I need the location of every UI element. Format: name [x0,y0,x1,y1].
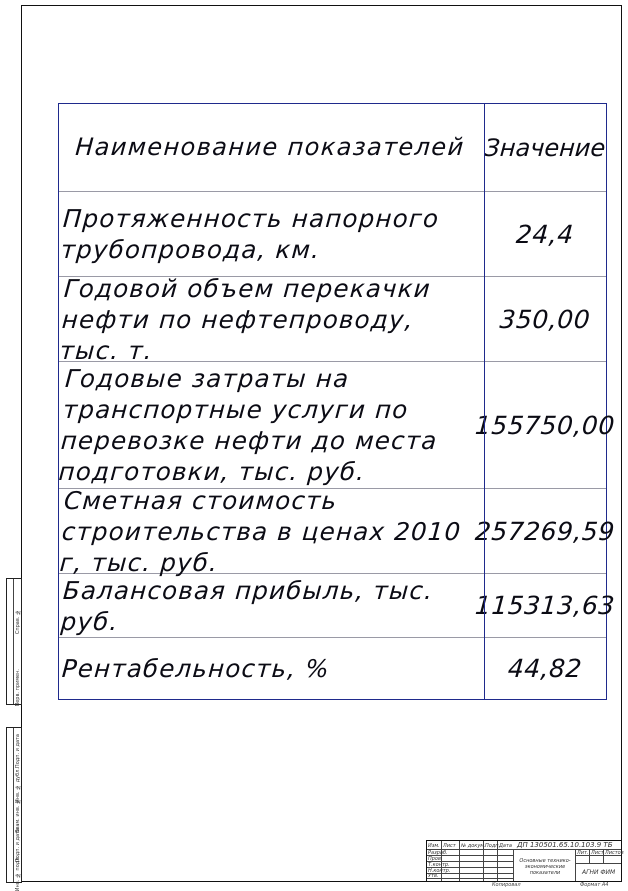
format-label: Формат А4 [580,882,609,888]
side-label: Инв. № подл. [15,856,21,891]
col-header: № докум. [461,843,486,849]
role-label: Пров. [428,856,443,862]
row-value: 115313,63 [474,591,616,620]
role-label: Разраб. [428,850,448,856]
table-row [58,485,616,577]
indicators-table [57,103,616,700]
row-name: Годовой объем перекачки нефти по нефтепроводу, тыс. т. [58,273,432,365]
designation: ДП 130501.65.10.103.9 ТБ [517,841,613,849]
row-value: 155750,00 [474,410,616,440]
side-label: Справ. № [15,609,21,635]
side-stamp-lower [6,727,22,891]
title-block [426,840,622,882]
table-header-row [59,104,606,192]
side-label: Подп. и дата [15,734,21,769]
side-stamp-upper [6,578,22,705]
header-value: Значение [483,133,607,162]
row-value: 44,82 [506,654,584,683]
row-name: Сметная стоимость строительства в ценах 2010 г, тыс. руб. [58,485,463,577]
sheet-header: Лит. [577,850,589,856]
col-header: Дата [499,843,512,849]
row-value: 24,4 [515,219,575,249]
side-label: Инв. № дубл. [15,768,21,804]
table-row [59,638,606,699]
row-name: Годовые затраты на транспортные услуги по перевозке нефти до места подготовки, тыс. руб. [57,364,439,486]
role-label: Утв. [428,873,439,879]
header-name: Наименование показателей [74,133,466,161]
table-row [59,192,606,277]
role-label: Т.контр. [428,862,450,868]
doc-title: Основные технико-экономические показатели [519,858,571,876]
row-name: Протяженность напорного трубопровода, км. [59,204,441,264]
col-header: Подп. [485,843,501,849]
row-value: 257269,59 [474,516,616,546]
role-label: Н.контр. [428,868,451,874]
side-label: Перв. примен. [15,669,21,707]
organization: АГНИ ФИМ [582,869,616,876]
sheet-header: Листов [605,850,624,856]
column-divider [484,104,485,699]
row-name: Балансовая прибыль, тыс. руб. [59,575,435,636]
side-label: Взам. инв. № [15,798,21,833]
sheet-header: Лист [591,850,604,856]
table-row [58,273,606,365]
col-header: Изм. [428,843,440,849]
row-value: 350,00 [498,304,592,334]
table-row [57,362,616,489]
col-header: Лист [443,843,456,849]
row-name: Рентабельность, % [60,654,331,683]
copied-label: Копировал [492,882,521,888]
side-label: Подп. и дата [15,828,21,863]
table-row [59,574,616,638]
